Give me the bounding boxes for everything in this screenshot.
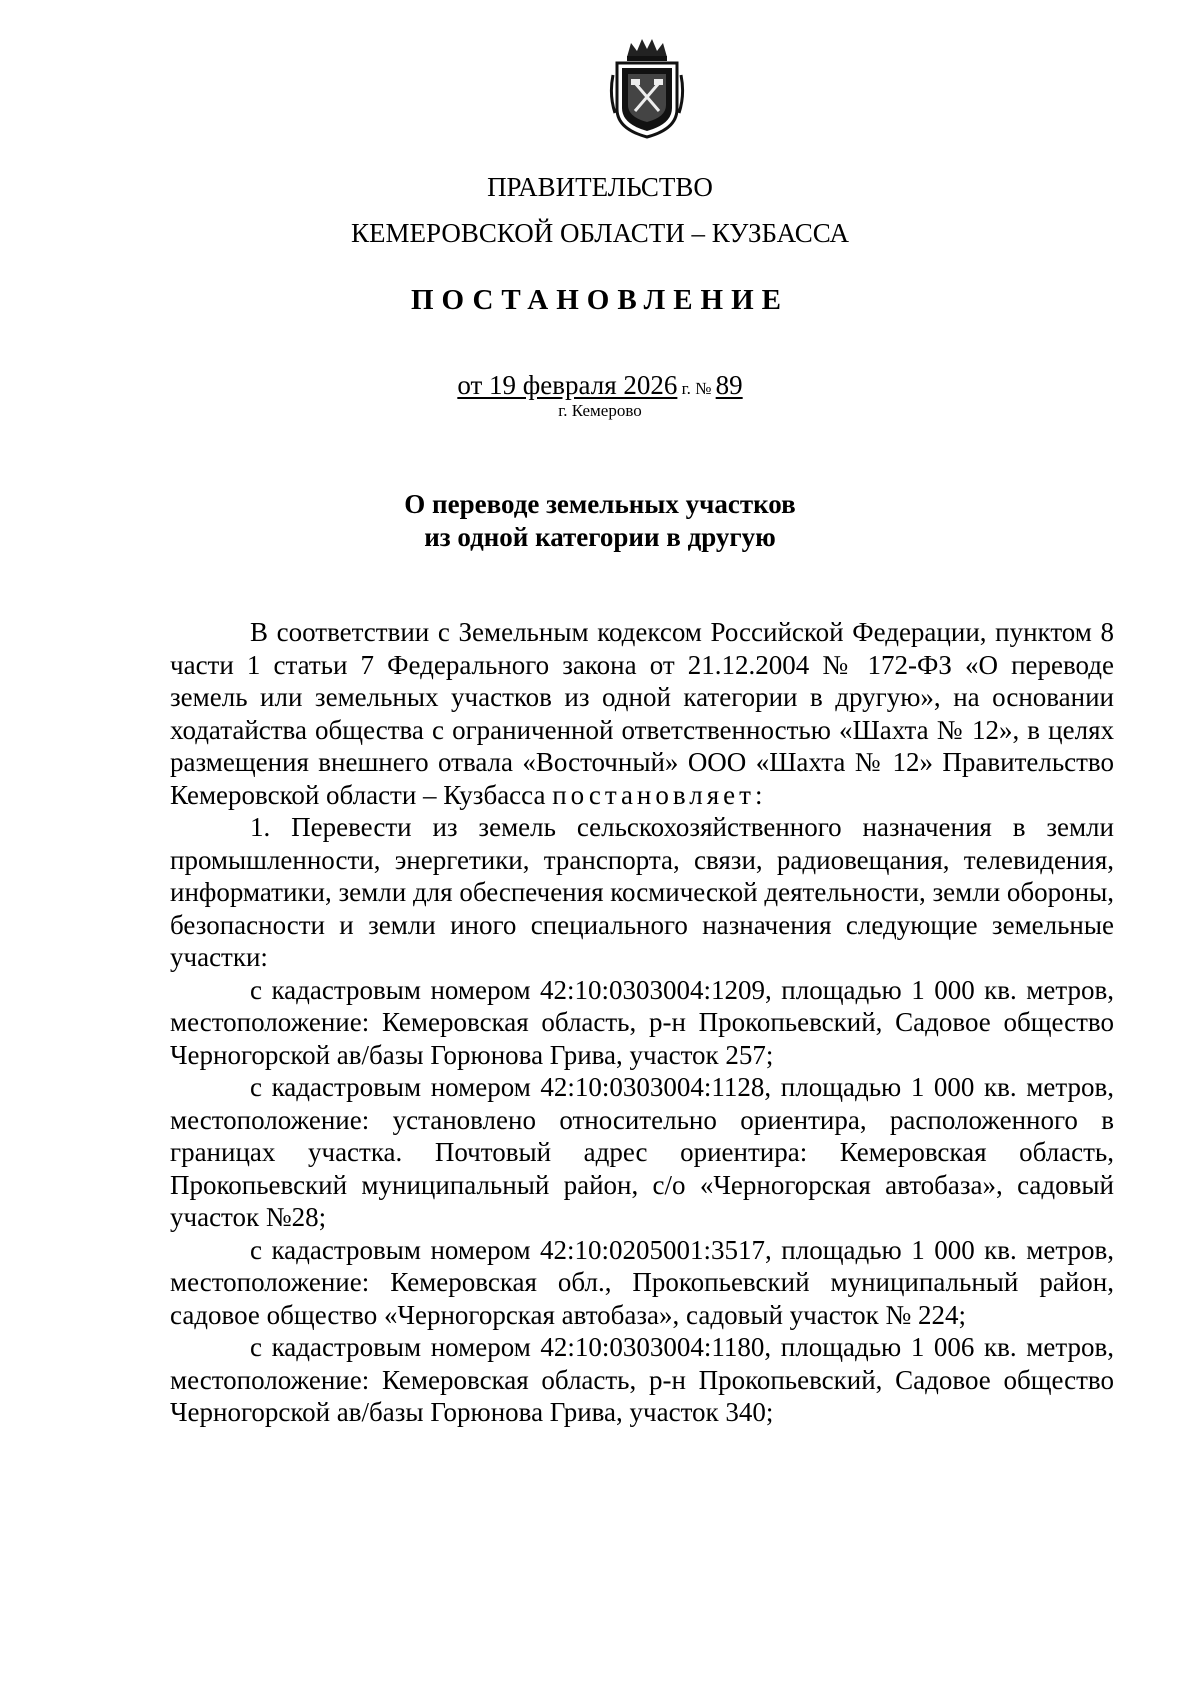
document-type-title: ПОСТАНОВЛЕНИЕ [410,284,789,316]
year-suffix: г. [677,379,691,398]
document-body [170,616,1114,1429]
preamble-paragraph [170,616,1114,811]
subject-line-1: О переводе земельных участков [404,489,796,519]
parcel-paragraph: с кадастровым номером 42:10:0303004:1128, площадью 1 000 кв. метров, местоположение: установлено относительно ориентира, расположенного в границах участка. Почтовый адрес ориентира: Кемеровская область, Прокопьевский муниципальный район, с/о «Черногорская автобаза», садовый участок №28; [170,1072,1114,1232]
document-subject [0,488,1200,554]
document-date: от 19 февраля 2026 [457,370,678,400]
parcel-paragraph: с кадастровым номером 42:10:0205001:3517, площадью 1 000 кв. метров, местоположение: Кемеровская обл., Прокопьевский муниципальный район, садовое общество «Черногорская автобаза», садовый участок № 224; [170,1234,1114,1330]
parcel-paragraph: с кадастровым номером 42:10:0303004:1209, площадью 1 000 кв. метров, местоположение: Кемеровская область, р-н Прокопьевский, Садовое общество Черногорской ав/базы Горюнова Грива, участок 257; [170,974,1114,1070]
number-sign: № [690,379,716,398]
document-number: 89 [715,370,743,400]
subject-line-2: из одной категории в другую [424,522,776,552]
document-city: г. Кемерово [558,401,642,420]
preamble-text: В соответствии с Земельным кодексом Российской Федерации, пунктом 8 части 1 статьи 7 Федерального закона от 21.12.2004 № 172-ФЗ «О переводе земель или земельных участков из одной категории в другую», на основании ходатайства общества с ограниченной ответственностью «Шахта № 12», в целях размещения внешнего отвала «Восточный» ООО «Шахта № 12» Правительство Кемеровской области – Кузбасса [170,617,1114,810]
government-heading: ПРАВИТЕЛЬСТВО [487,172,713,202]
decree-colon: : [754,779,763,810]
region-heading: КЕМЕРОВСКОЙ ОБЛАСТИ – КУЗБАССА [351,218,849,248]
parcel-paragraph: с кадастровым номером 42:10:0303004:1180, площадью 1 006 кв. метров, местоположение: Кемеровская область, р-н Прокопьевский, Садовое общество Черногорской ав/базы Горюнова Грива, участок 340; [170,1332,1114,1427]
item-1-paragraph: 1. Перевести из земель сельскохозяйственного назначения в земли промышленности, энергетики, транспорта, связи, радиовещания, телевидения, информатики, земли для обеспечения космической деятельности, земли обороны, безопасности и земли иного специального назначения следующие земельные участки: [170,812,1114,972]
decree-word: постановляет [552,779,755,810]
coat-of-arms-icon [609,35,685,141]
